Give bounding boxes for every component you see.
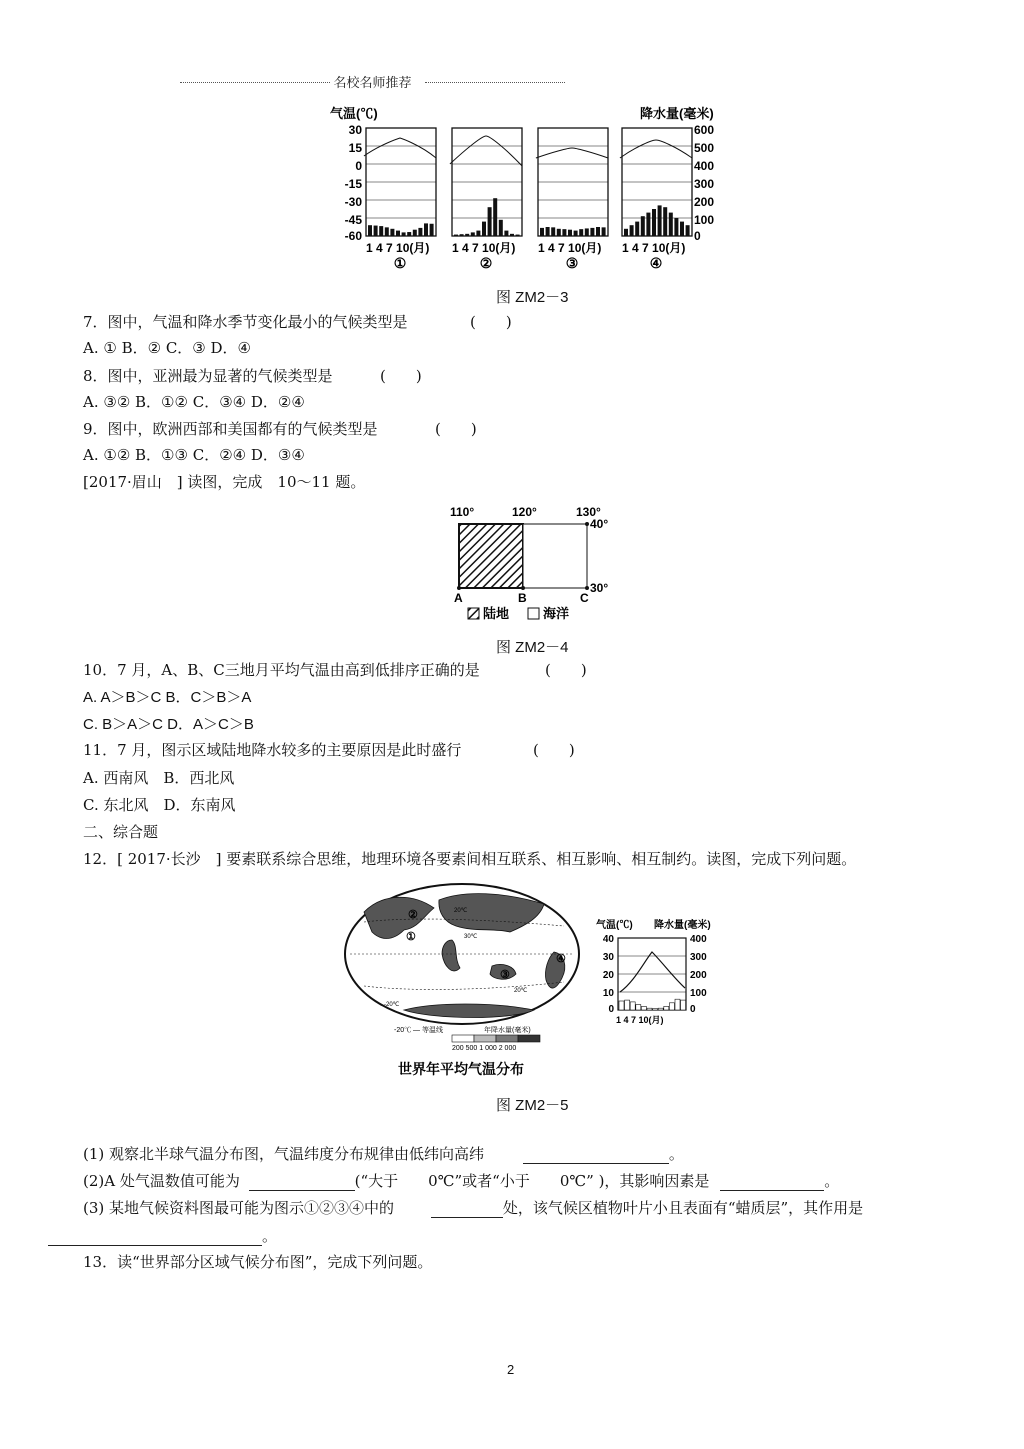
fig3-right-axis-title: 降水量(毫米) <box>640 106 714 121</box>
q12-sub1-blank[interactable] <box>523 1149 669 1164</box>
q12-sub3-blank-a[interactable] <box>431 1203 503 1218</box>
q9-answer-paren: ( ) <box>435 420 477 438</box>
fig3-panel-label: ④ <box>649 255 663 270</box>
q7-options: A. ① B．② C．③ D．④ <box>83 339 251 357</box>
point-label-c: C <box>580 591 589 605</box>
legend-land-swatch <box>468 608 479 619</box>
chart-left-tick: 30 <box>602 952 614 963</box>
chart-right-tick: 0 <box>690 1004 696 1015</box>
precip-bar <box>635 222 639 236</box>
page-number: 2 <box>507 1362 515 1377</box>
legend-isotherm: -20℃ — 等温线 <box>394 1027 444 1034</box>
map-marker-1: ① <box>406 931 416 943</box>
q12-sub2-blank-b[interactable] <box>720 1176 824 1191</box>
lon-label: 130° <box>576 505 601 519</box>
region-map-figure <box>440 502 620 628</box>
precip-bar <box>562 229 566 236</box>
precip-bar <box>596 227 600 236</box>
q12-sub2-blank-a[interactable] <box>249 1176 355 1191</box>
q12-sub3-blank-b[interactable] <box>48 1231 262 1246</box>
precip-bar <box>664 1006 669 1010</box>
lat-label: 40° <box>590 517 609 531</box>
header-divider-right <box>425 82 565 83</box>
precip-bar <box>510 234 514 236</box>
q11-options-cd: C. 东北风 D．东南风 <box>83 796 236 814</box>
fig3-left-axis-title: 气温(℃) <box>330 106 378 121</box>
chart-left-tick: 10 <box>602 988 614 999</box>
fig3-left-tick: 15 <box>348 141 362 155</box>
precip-bar <box>658 205 662 236</box>
precip-bar <box>413 230 417 236</box>
chart-left-tick: 20 <box>602 970 614 981</box>
precip-bar <box>680 222 684 236</box>
map-isotherm-label: -20℃ <box>384 1002 400 1008</box>
section-heading: 二、综合题 <box>83 823 159 841</box>
precip-bar <box>652 209 656 236</box>
precip-bar <box>585 228 589 236</box>
header-divider-left <box>180 82 340 83</box>
chart-right-tick: 200 <box>690 970 707 981</box>
q10-stem: 10．7 月，A、B、C三地月平均气温由高到低排序正确的是 <box>83 661 480 679</box>
q12-sub3 <box>83 1198 863 1218</box>
precip-bar <box>460 234 464 236</box>
precip-bar <box>675 999 680 1010</box>
chart-right-tick: 300 <box>690 952 707 963</box>
fig3-left-tick: 0 <box>355 159 362 173</box>
fig3-panel-label: ② <box>479 255 493 270</box>
precip-bar <box>663 207 667 236</box>
precip-bar <box>568 230 572 236</box>
q9-stem: 9．图中，欧洲西部和美国都有的气候类型是 <box>83 420 378 438</box>
map-marker-4: ④ <box>556 953 566 965</box>
precip-bar <box>574 231 578 236</box>
fig3-month-ticks: 1 4 7 10(月) <box>452 241 516 255</box>
precip-bar <box>465 234 469 236</box>
q7-answer-paren: ( ) <box>470 313 512 331</box>
legend-land-label: 陆地 <box>483 606 510 621</box>
fig5-caption: 图 ZM2－5 <box>496 1097 569 1114</box>
q12-sub2-end: 。 <box>824 1172 840 1190</box>
precip-bar <box>482 222 486 236</box>
chart-right-title: 降水量(毫米) <box>654 920 711 931</box>
precip-bar <box>454 235 458 236</box>
map-isotherm-label: 20℃ <box>514 988 528 994</box>
fig3-right-tick: 400 <box>694 159 715 173</box>
precip-bar <box>647 1008 652 1010</box>
lat-label: 30° <box>590 581 609 595</box>
fig3-right-tick: 600 <box>694 123 715 137</box>
map-marker-3: ③ <box>500 969 510 981</box>
q12-sub2 <box>83 1171 839 1191</box>
precip-bar <box>407 232 411 236</box>
precip-bar <box>476 231 480 236</box>
q11-stem: 11．7 月，图示区域陆地降水较多的主要原因是此时盛行 <box>83 741 462 759</box>
lon-label: 110° <box>450 505 475 519</box>
world-temperature-figure <box>344 882 724 1082</box>
precip-bar <box>579 229 583 236</box>
fig3-left-tick: 30 <box>348 123 362 137</box>
q12-sub3-mid: 处，该气候区植物叶片小且表面有“蜡质层”，其作用是 <box>502 1199 864 1217</box>
q10-options-cd: C. B＞A＞C D．A＞C＞B <box>83 716 254 733</box>
legend-sea-label: 海洋 <box>543 606 570 621</box>
map-marker-2: ② <box>408 909 418 921</box>
precip-bar <box>641 1006 646 1010</box>
precip-bar <box>499 220 503 236</box>
q12-stem: 12．[ 2017·长沙 ] 要素联系综合思维，地理环境各要素间相互联系、相互影响、相互制约。读图，完成下列问题。 <box>83 850 857 868</box>
precip-bar <box>540 228 544 236</box>
legend-sea-swatch <box>528 608 539 619</box>
precip-bar <box>374 226 378 236</box>
q12-sub1-text: (1) 观察北半球气温分布图，气温纬度分布规律由低纬向高纬 <box>83 1145 485 1163</box>
q12-sub3-text: (3) 某地气候资料图最可能为图示①②③④中的 <box>83 1199 395 1217</box>
precip-bar <box>630 225 634 236</box>
precip-bar <box>390 229 394 236</box>
chart-right-tick: 100 <box>690 988 707 999</box>
fig3-right-tick: 300 <box>694 177 715 191</box>
q12-sub1 <box>83 1144 684 1164</box>
q7-stem: 7．图中，气温和降水季节变化最小的气候类型是 <box>83 313 408 331</box>
precip-bar <box>424 223 428 236</box>
chart-month-ticks: 1 4 7 10(月) <box>616 1015 664 1025</box>
q12-sub3-end: 。 <box>262 1227 278 1245</box>
precip-bar <box>590 228 594 236</box>
intro-q10-11: [2017·眉山 ] 读图，完成 10～11 题。 <box>83 473 366 491</box>
fig3-left-tick: -45 <box>344 213 362 227</box>
legend-precip-ticks: 200 500 1 000 2 000 <box>452 1045 517 1052</box>
precip-bar <box>658 1008 663 1010</box>
precip-bar <box>385 227 389 236</box>
precip-bar <box>379 226 383 236</box>
fig3-right-tick: 500 <box>694 141 715 155</box>
precip-bar <box>630 1002 635 1010</box>
precip-bar <box>681 1000 686 1010</box>
precip-bar <box>516 235 520 236</box>
q11-options-ab: A. 西南风 B．西北风 <box>83 769 235 787</box>
q8-answer-paren: ( ) <box>380 367 422 385</box>
q13-stem: 13．读“世界部分区域气候分布图”，完成下列问题。 <box>83 1253 433 1271</box>
precip-bar <box>396 231 400 236</box>
chart-left-tick: 40 <box>602 934 614 945</box>
precip-bar <box>624 229 628 236</box>
fig3-panel-label: ③ <box>565 255 579 270</box>
q12-sub3-line2 <box>48 1226 277 1246</box>
precip-bar <box>430 224 434 236</box>
precip-bar <box>674 218 678 236</box>
fig3-panel-label: ① <box>393 255 407 270</box>
precip-bar <box>625 1000 630 1010</box>
fig3-right-tick: 200 <box>694 195 715 209</box>
precip-bar <box>368 225 372 236</box>
precip-bar <box>641 216 645 236</box>
fig3-month-ticks: 1 4 7 10(月) <box>366 241 430 255</box>
precip-bar <box>619 1001 624 1010</box>
q11-answer-paren: ( ) <box>533 741 575 759</box>
legend-precip-scale <box>452 1035 540 1042</box>
q9-options: A. ①② B．①③ C．②④ D．③④ <box>83 446 305 464</box>
header-text: 名校名师推荐 <box>333 76 412 91</box>
precip-bar <box>686 225 690 236</box>
fig3-left-tick: -15 <box>344 177 362 191</box>
q12-sub2-text: (2)A 处气温数值可能为 <box>83 1172 240 1190</box>
precip-bar <box>636 1005 641 1010</box>
precip-bar <box>557 229 561 236</box>
map-isotherm-label: 30℃ <box>464 934 478 940</box>
sea-area <box>523 524 587 588</box>
fig3-right-tick: 0 <box>694 229 701 243</box>
fig3-month-ticks: 1 4 7 10(月) <box>538 241 602 255</box>
lon-label: 120° <box>512 505 537 519</box>
climate-charts-figure <box>330 100 730 270</box>
precip-bar <box>669 213 673 236</box>
q10-options-ab: A. A＞B＞C B．C＞B＞A <box>83 689 252 706</box>
fig3-right-tick: 100 <box>694 213 715 227</box>
q12-sub1-end: 。 <box>668 1145 684 1163</box>
precip-bar <box>669 1003 674 1010</box>
fig3-left-tick: -60 <box>344 229 362 243</box>
precip-bar <box>471 232 475 236</box>
precip-bar <box>546 227 550 236</box>
fig3-caption: 图 ZM2－3 <box>496 289 569 306</box>
precip-bar <box>551 227 555 236</box>
point-label-b: B <box>518 591 527 605</box>
precip-bar <box>402 232 406 236</box>
precip-bar <box>646 213 650 236</box>
precip-bar <box>493 198 497 236</box>
precip-bar <box>418 228 422 236</box>
map-isotherm-label: 20℃ <box>454 908 468 914</box>
land-area <box>459 524 523 588</box>
fig3-left-tick: -30 <box>344 195 362 209</box>
fig4-caption: 图 ZM2－4 <box>496 639 569 656</box>
fig3-month-ticks: 1 4 7 10(月) <box>622 241 686 255</box>
chart-right-tick: 400 <box>690 934 707 945</box>
q12-sub2-mid: (“大于 0℃”或者“小于 0℃” )，其影响因素是 <box>354 1172 710 1190</box>
precip-bar <box>504 231 508 236</box>
q10-answer-paren: ( ) <box>545 661 587 679</box>
q8-options: A. ③② B．①② C．③④ D．②④ <box>83 393 305 411</box>
map-title: 世界年平均气温分布 <box>398 1061 524 1077</box>
chart-left-tick: 0 <box>608 1004 614 1015</box>
precip-bar <box>653 1009 658 1010</box>
q8-stem: 8．图中，亚洲最为显著的气候类型是 <box>83 367 333 385</box>
chart-left-title: 气温(℃) <box>596 920 633 931</box>
precip-bar <box>488 207 492 236</box>
legend-precip-title: 年降水量(毫米) <box>484 1027 531 1034</box>
point-label-a: A <box>454 591 463 605</box>
precip-bar <box>602 227 606 236</box>
page-header <box>180 72 565 91</box>
